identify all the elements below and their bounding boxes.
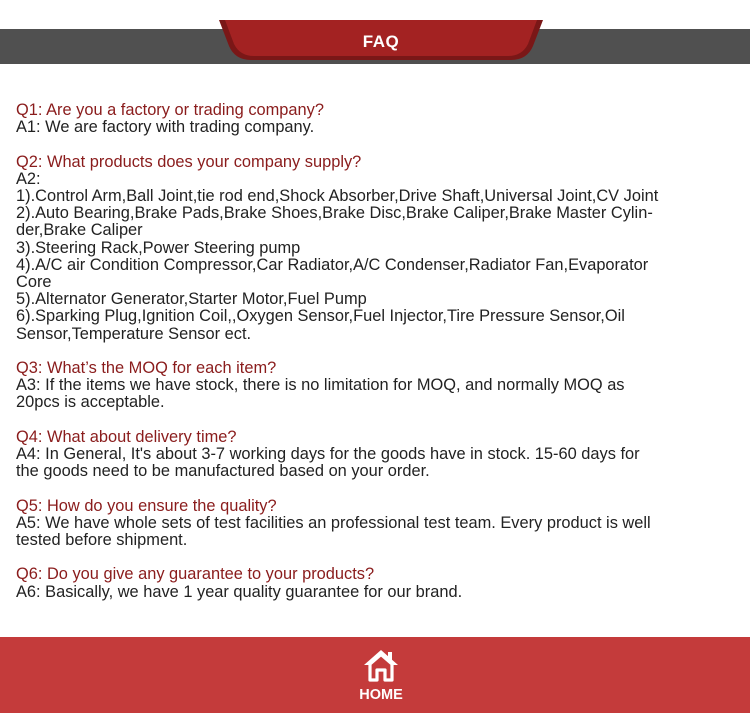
faq-question: Q4: What about delivery time?	[16, 427, 237, 446]
faq-answer-line: A4: In General, It's about 3-7 working days for the goods have in stock. 15-60 days for	[16, 445, 640, 464]
faq-list	[16, 102, 736, 618]
faq-question: Q3: What’s the MOQ for each item?	[16, 359, 277, 378]
house-icon	[361, 647, 401, 683]
faq-answer-line: A2:	[16, 169, 41, 188]
faq-answer-line: 3).Steering Rack,Power Steering pump	[16, 238, 301, 257]
faq-answer-line: der,Brake Caliper	[16, 221, 143, 240]
faq-question: Q2: What products does your company supply?	[16, 152, 362, 171]
faq-item	[16, 566, 736, 600]
faq-answer-line: 5).Alternator Generator,Starter Motor,Fuel Pump	[16, 290, 367, 309]
faq-answer-line: A1: We are factory with trading company.	[16, 118, 315, 137]
faq-answer-line: the goods need to be manufactured based on your order.	[16, 462, 430, 481]
faq-item	[16, 360, 736, 412]
faq-item	[16, 154, 736, 343]
page-title: FAQ	[362, 32, 400, 51]
faq-answer-line: A6: Basically, we have 1 year quality guarantee for our brand.	[16, 582, 463, 601]
faq-answer-line: 6).Sparking Plug,Ignition Coil,,Oxygen Sensor,Fuel Injector,Tire Pressure Sensor,Oil	[16, 307, 625, 326]
faq-answer-line: Sensor,Temperature Sensor ect.	[16, 324, 252, 343]
home-button[interactable]	[340, 643, 422, 707]
faq-item	[16, 102, 736, 136]
home-label: HOME	[359, 687, 403, 703]
faq-answer-line: 2).Auto Bearing,Brake Pads,Brake Shoes,Brake Disc,Brake Caliper,Brake Master Cylin-	[16, 204, 653, 223]
faq-answer-line: A5: We have whole sets of test facilities an professional test team. Every product is well	[16, 513, 651, 532]
faq-tab	[219, 20, 543, 66]
faq-question: Q6: Do you give any guarantee to your products?	[16, 565, 375, 584]
faq-answer-line: A3: If the items we have stock, there is no limitation for MOQ, and normally MOQ as	[16, 376, 625, 395]
faq-answer-line: tested before shipment.	[16, 531, 188, 550]
faq-answer-line: Core	[16, 273, 52, 292]
faq-answer-line: 20pcs is acceptable.	[16, 393, 165, 412]
faq-item	[16, 498, 736, 550]
faq-answer-line: 4).A/C air Condition Compressor,Car Radiator,A/C Condenser,Radiator Fan,Evaporator	[16, 255, 649, 274]
faq-question: Q5: How do you ensure the quality?	[16, 496, 277, 515]
faq-answer-line: 1).Control Arm,Ball Joint,tie rod end,Shock Absorber,Drive Shaft,Universal Joint,CV Joint	[16, 187, 659, 205]
footer-bar	[0, 637, 750, 713]
faq-item	[16, 429, 736, 481]
faq-question: Q1: Are you a factory or trading company?	[16, 101, 324, 119]
